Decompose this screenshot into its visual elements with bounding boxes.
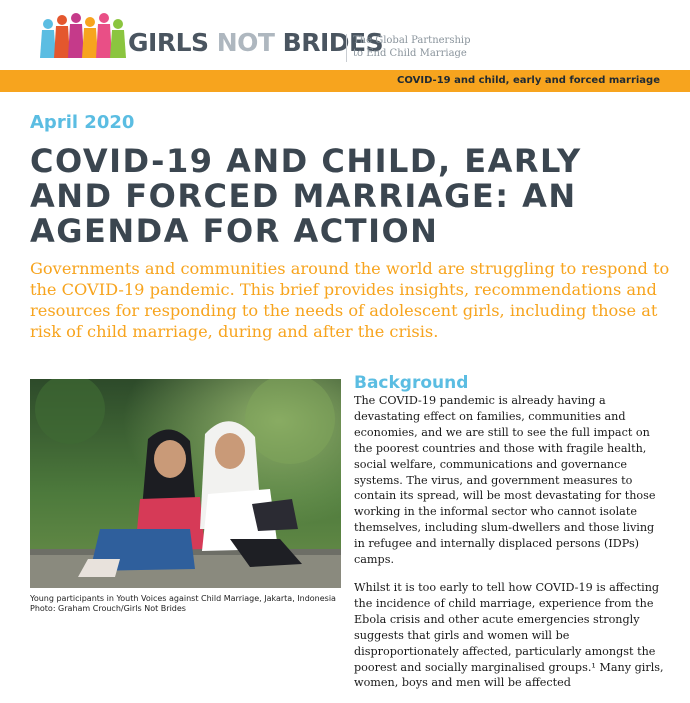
tagline-line-2: to End Child Marriage — [353, 48, 467, 59]
brand-brides: BRIDES — [282, 28, 384, 57]
background-heading: Background — [354, 373, 469, 393]
brand-girls: GIRLS — [128, 28, 209, 57]
document-title: COVID-19 AND CHILD, EARLY AND FORCED MARRIAGE: AN AGENDA FOR ACTION — [30, 142, 582, 250]
background-paragraph-1: The COVID-19 pandemic is already having a devastating effect on families, communities and economies, and we are still to see the full impact on the poorest countries and those with fragile health, social welfare, communications and governance systems. The virus, and government measures to contain its spread, will be most devastating for those working in the informal sector who cannot isolate themselves, including slum-dwellers and those living in refugee and internally displaced persons (IDPs) camps. — [354, 394, 656, 567]
page-header — [0, 0, 690, 68]
background-body — [354, 393, 668, 703]
topic-band — [0, 70, 690, 92]
cover-photo-illustration — [30, 379, 341, 588]
photo-caption-line-1: Young participants in Youth Voices against Child Marriage, Jakarta, Indonesia — [30, 594, 336, 603]
publication-date: April 2020 — [30, 112, 135, 133]
tagline — [346, 34, 471, 62]
brand-not: NOT — [208, 28, 283, 57]
tagline-line-1: The Global Partnership — [353, 35, 471, 46]
girls-figures-logo-icon — [38, 12, 126, 62]
background-paragraph-2: Whilst it is too early to tell how COVID-19 is affecting the incidence of child marriage, experience from the Ebola crisis and other acute emergencies strongly suggests that girls and women will be disproportionately affected, particularly amongst the poorest and socially marginalised groups.¹ Many girls, women, boys and men will be affected — [354, 580, 664, 690]
intro-paragraph: Governments and communities around the world are struggling to respond to the COVID-19 pandemic. This brief provides insights, recommendations and resources for responding to the needs of adolescent girls, including those at risk of child marriage, during and after the crisis. — [30, 259, 670, 341]
photo-caption-line-2: Photo: Graham Crouch/Girls Not Brides — [30, 604, 186, 613]
topic-band-text: COVID-19 and child, early and forced marriage — [397, 75, 660, 86]
photo-caption — [30, 594, 350, 614]
brand-wordmark — [128, 28, 383, 58]
cover-photo — [30, 379, 341, 588]
